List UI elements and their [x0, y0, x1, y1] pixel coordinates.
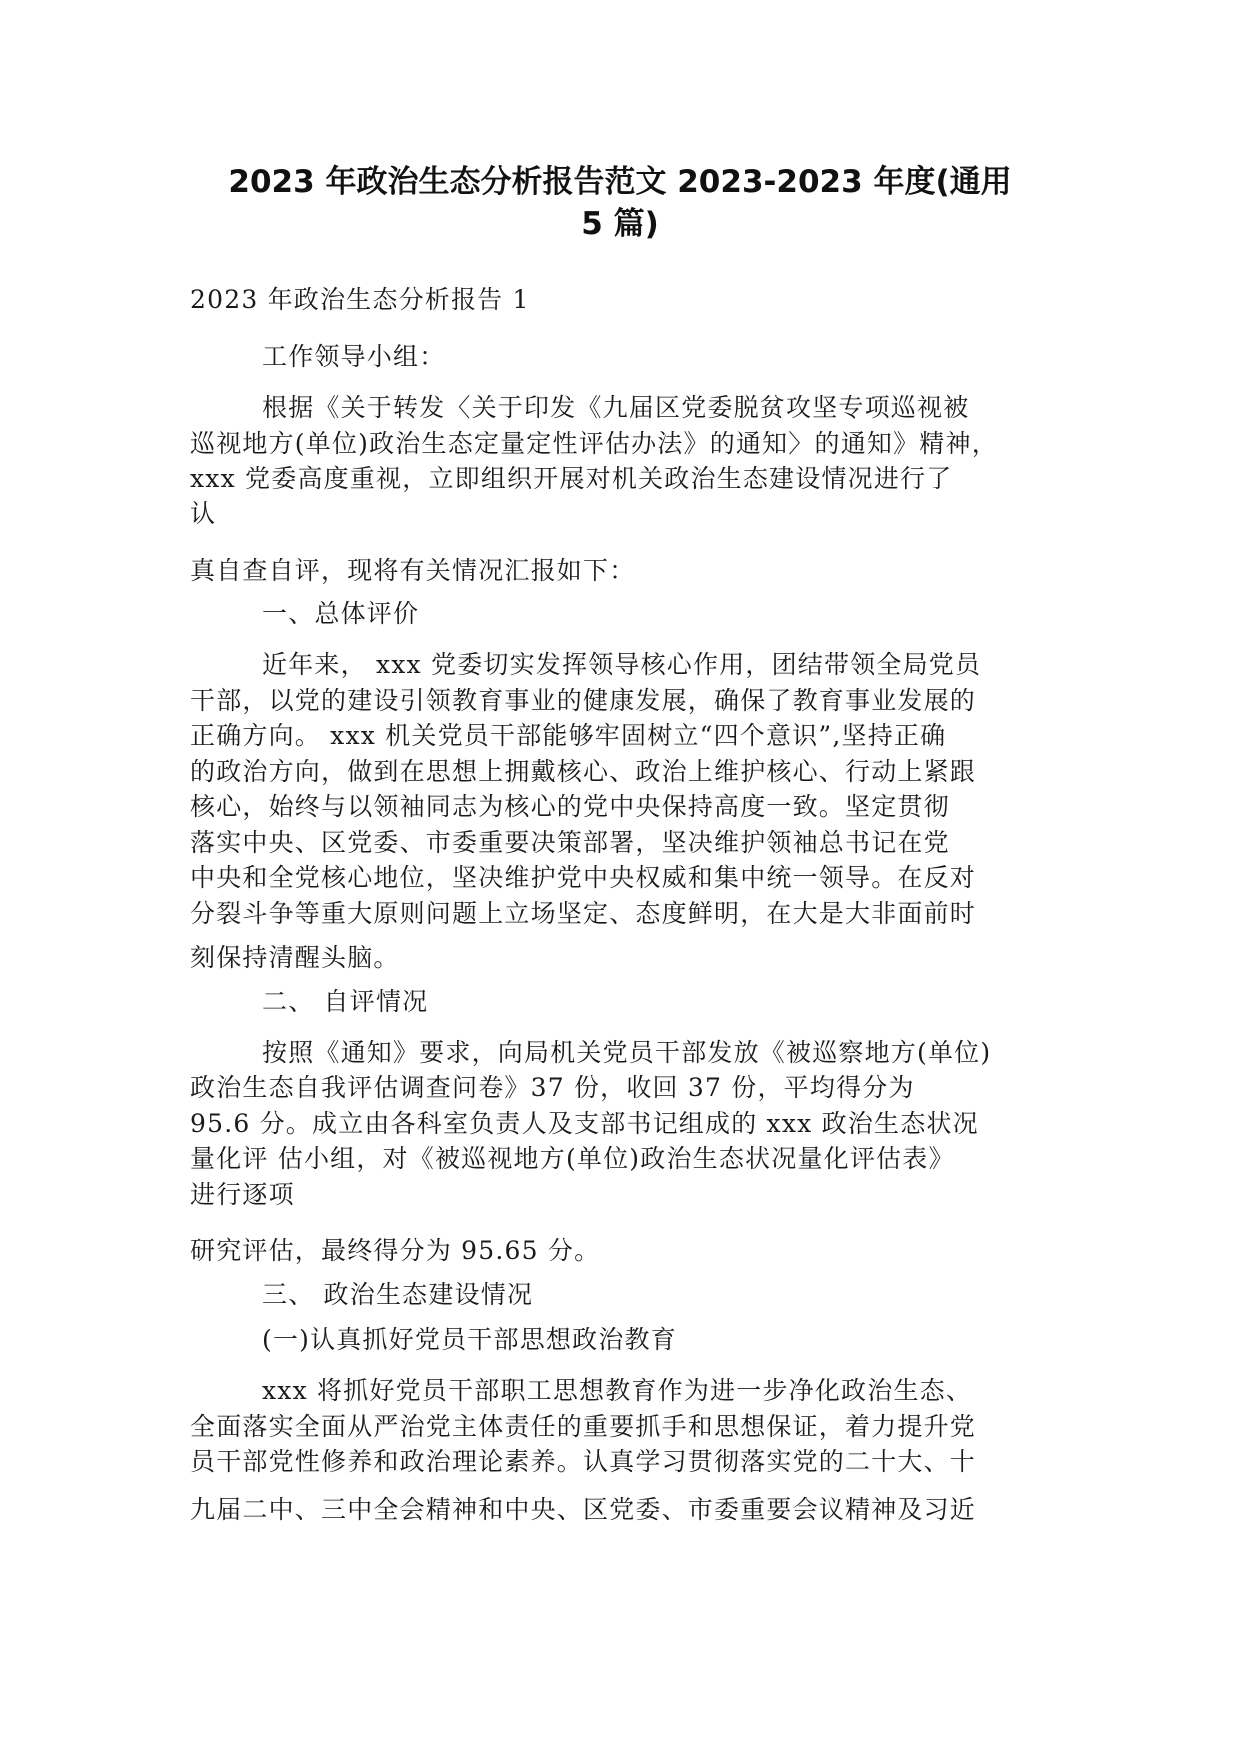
- subheading: (一)认真抓好党员干部思想政治教育: [262, 1325, 677, 1354]
- paragraph-line: 认: [190, 499, 217, 528]
- paragraph-line: 核心，始终与以领袖同志为核心的党中央保持高度一致。坚定贯彻: [190, 792, 950, 821]
- paragraph-line: 九届二中、三中全会精神和中央、区党委、市委重要会议精神及习近: [190, 1495, 977, 1524]
- subheading: 三、 政治生态建设情况: [262, 1280, 534, 1309]
- paragraph-line: 正确方向。 xxx 机关党员干部能够牢固树立“四个意识”,坚持正确: [190, 721, 947, 750]
- paragraph-line: 真自查自评，现将有关情况汇报如下：: [190, 556, 636, 585]
- subheading: 二、 自评情况: [262, 987, 429, 1016]
- paragraph-line: 根据《关于转发〈关于印发《九届区党委脱贫攻坚专项巡视被: [262, 393, 970, 422]
- salutation: 工作领导小组：: [262, 342, 446, 371]
- paragraph-line: xxx 党委高度重视，立即组织开展对机关政治生态建设情况进行了: [190, 464, 953, 493]
- paragraph-line: xxx 将抓好党员干部职工思想教育作为进一步净化政治生态、: [262, 1376, 973, 1405]
- paragraph-line: 按照《通知》要求，向局机关党员干部发放《被巡察地方(单位): [262, 1038, 992, 1067]
- paragraph-line: 95.6 分。成立由各科室负责人及支部书记组成的 xxx 政治生态状况: [190, 1109, 979, 1138]
- paragraph-line: 研究评估，最终得分为 95.65 分。: [190, 1236, 601, 1265]
- document-title-line-1: 2023 年政治生态分析报告范文 2023-2023 年度(通用: [228, 164, 1012, 200]
- paragraph-line: 的政治方向，做到在思想上拥戴核心、政治上维护核心、行动上紧跟: [190, 757, 977, 786]
- section-heading: 2023 年政治生态分析报告 1: [190, 285, 530, 314]
- paragraph-line: 政治生态自我评估调查问卷》37 份，收回 37 份，平均得分为: [190, 1073, 915, 1102]
- paragraph-line: 进行逐项: [190, 1180, 295, 1209]
- subheading: 一、总体评价: [262, 599, 420, 628]
- paragraph-line: 近年来， xxx 党委切实发挥领导核心作用，团结带领全局党员: [262, 650, 982, 679]
- paragraph-line: 中央和全党核心地位，坚决维护党中央权威和集中统一领导。在反对: [190, 863, 977, 892]
- paragraph-line: 员干部党性修养和政治理论素养。认真学习贯彻落实党的二十大、十: [190, 1447, 977, 1476]
- paragraph-line: 分裂斗争等重大原则问题上立场坚定、态度鲜明，在大是大非面前时: [190, 899, 977, 928]
- paragraph-line: 落实中央、区党委、市委重要决策部署，坚决维护领袖总书记在党: [190, 828, 950, 857]
- paragraph-line: 量化评 估小组，对《被巡视地方(单位)政治生态状况量化评估表》: [190, 1144, 955, 1173]
- document-title-line-2: 5 篇): [581, 206, 659, 242]
- paragraph-line: 刻保持清醒头脑。: [190, 943, 400, 972]
- paragraph-line: 干部，以党的建设引领教育事业的健康发展，确保了教育事业发展的: [190, 686, 977, 715]
- paragraph-line: 巡视地方(单位)政治生态定量定性评估办法》的通知〉的通知》精神，: [190, 429, 998, 458]
- paragraph-line: 全面落实全面从严治党主体责任的重要抓手和思想保证，着力提升党: [190, 1412, 977, 1441]
